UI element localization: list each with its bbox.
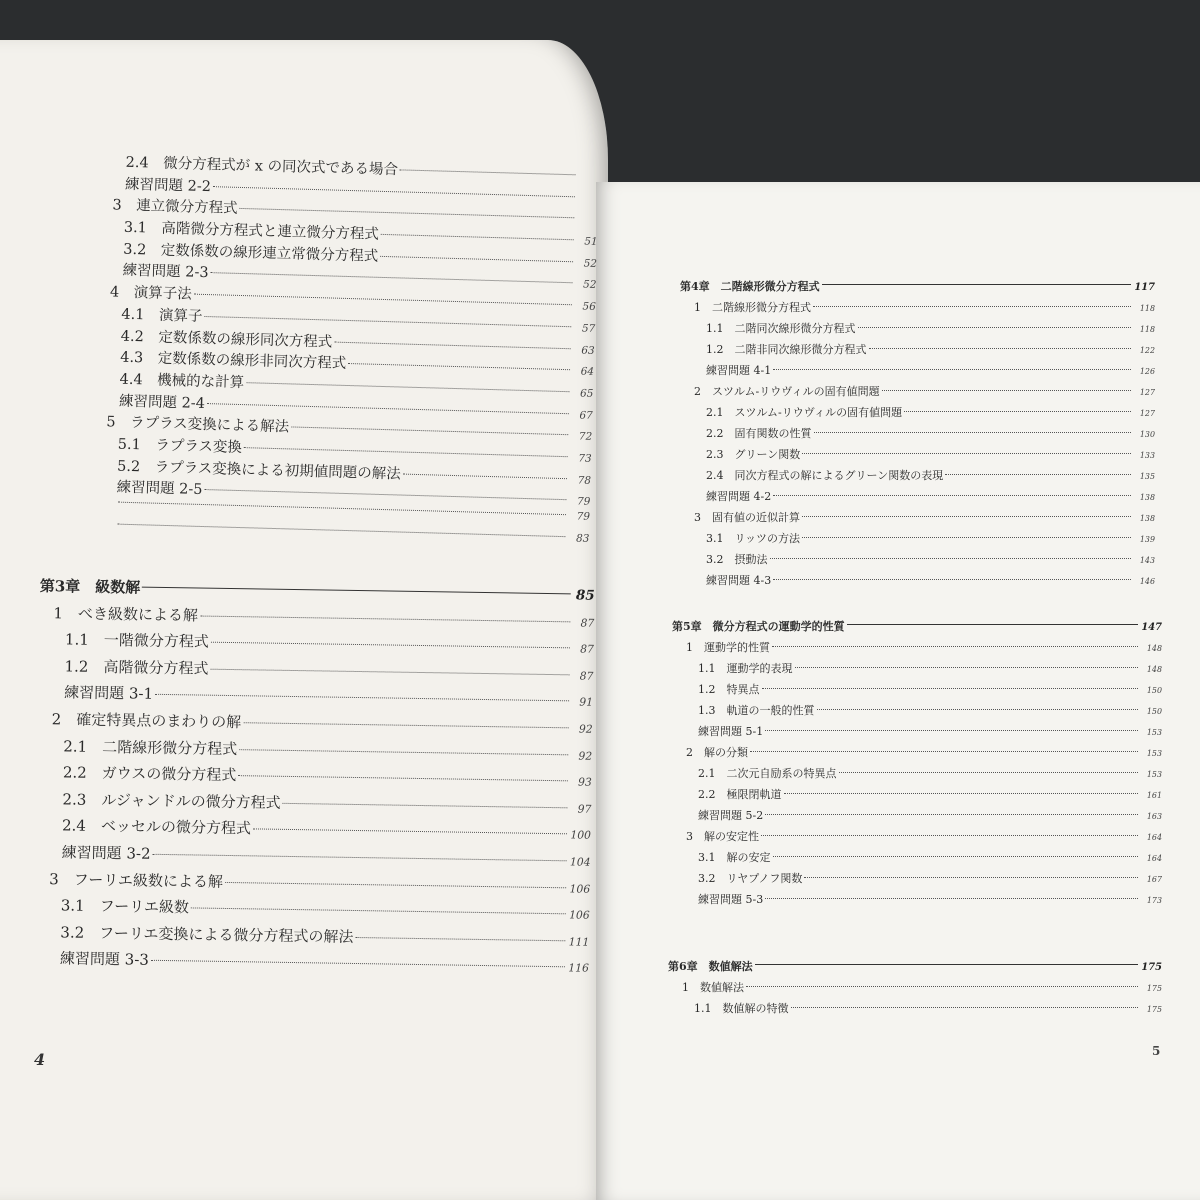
toc-entry-page: 78 — [577, 474, 592, 487]
toc-subsection-entry — [680, 425, 1155, 446]
right-toc-chapter4 — [680, 278, 1155, 593]
toc-subsection-entry — [672, 660, 1162, 681]
toc-subsection-entry — [672, 870, 1162, 891]
toc-entry-page: 138 — [1139, 514, 1155, 523]
toc-entry-label: 第3章 級数解 — [39, 576, 141, 597]
toc-leader-dots — [211, 642, 570, 649]
toc-entry-label: 2.1 スツルム-リウヴィルの固有値問題 — [706, 406, 903, 419]
toc-leader-dots — [773, 369, 1131, 370]
toc-entry-page: 146 — [1139, 577, 1155, 586]
toc-entry-label: 2 確定特異点のまわりの解 — [51, 710, 242, 732]
toc-entry-page: 52 — [583, 257, 598, 270]
toc-leader-dots — [207, 403, 569, 414]
toc-subsection-entry — [680, 530, 1155, 551]
toc-subsection-entry — [668, 1000, 1162, 1021]
toc-leader-dots — [795, 667, 1139, 668]
toc-entry-page: 52 — [582, 278, 597, 292]
toc-subsection-entry — [680, 467, 1155, 488]
toc-leader-dots — [151, 960, 565, 968]
toc-entry-label: 練習問題 2-3 — [122, 263, 209, 282]
toc-entry-label: 1.1 二階同次線形微分方程式 — [706, 322, 856, 335]
toc-entry-page: 87 — [580, 642, 595, 656]
toc-subsection-entry — [680, 572, 1155, 593]
toc-entry-label: 5 ラプラス変換による解法 — [106, 414, 290, 436]
toc-entry-page: 97 — [577, 802, 592, 816]
toc-entry-page: 67 — [579, 409, 593, 422]
toc-leader-dots — [334, 341, 570, 349]
toc-leader-dots — [403, 473, 567, 479]
toc-leader-dots — [817, 709, 1139, 710]
toc-entry-page: 79 — [576, 510, 591, 523]
toc-leader-dots — [750, 751, 1138, 752]
toc-entry-label: 3.1 高階微分方程式と連立微分方程式 — [123, 219, 380, 243]
toc-leader-dots — [153, 854, 567, 862]
toc-entry-label: 3.1 フーリエ級数 — [60, 896, 190, 917]
toc-entry-page: 148 — [1146, 665, 1162, 674]
toc-entry-page: 153 — [1146, 770, 1162, 779]
toc-leader-dots — [869, 348, 1132, 349]
toc-entry-page: 175 — [1141, 962, 1162, 973]
toc-entry-page: 143 — [1139, 556, 1155, 565]
toc-entry-label: 3 連立微分方程式 — [112, 197, 238, 218]
toc-entry-page: 118 — [1139, 325, 1155, 334]
toc-entry-label: 4.2 定数係数の線形同次方程式 — [120, 328, 333, 351]
toc-subsection-entry — [680, 488, 1155, 509]
toc-entry-label: 5.1 ラプラス変換 — [117, 436, 243, 457]
toc-entry-label: 2.4 微分方程式が x の同次式である場合 — [125, 154, 399, 179]
toc-leader-dots — [813, 306, 1131, 307]
toc-entry-page: 92 — [578, 722, 593, 736]
toc-leader-dots — [773, 856, 1139, 857]
toc-entry-label: 第5章 微分方程式の運動学的性質 — [672, 620, 845, 633]
toc-entry-page — [577, 201, 599, 202]
toc-entry-page: 79 — [576, 495, 591, 509]
toc-entry-label: 練習問題 3-1 — [64, 683, 154, 704]
toc-leader-dots — [246, 382, 569, 392]
toc-entry-label: 4.1 演算子 — [121, 306, 203, 325]
toc-leader-dots — [205, 489, 567, 500]
toc-entry-label: 練習問題 4-1 — [706, 364, 772, 377]
toc-entry-page: 104 — [569, 855, 591, 869]
toc-entry-label: 4.3 定数係数の線形非同次方程式 — [119, 349, 347, 373]
toc-entry-page: 127 — [1139, 388, 1155, 397]
toc-leader-dots — [355, 937, 565, 941]
toc-leader-dots — [211, 273, 573, 284]
toc-entry-page: 117 — [1134, 282, 1155, 293]
toc-section-entry — [680, 299, 1155, 320]
toc-entry-page: 130 — [1139, 430, 1155, 439]
toc-entry-label: 1.1 数値解の特徴 — [694, 1002, 789, 1015]
toc-entry-label: 2.1 二次元自励系の特異点 — [698, 767, 837, 780]
toc-leader-dots — [765, 730, 1138, 731]
toc-section-entry — [672, 639, 1162, 660]
toc-entry-page: 127 — [1139, 409, 1155, 418]
toc-entry-page: 92 — [578, 749, 593, 763]
toc-entry-label: 練習問題 4-3 — [706, 574, 772, 587]
toc-entry-page: 148 — [1146, 644, 1162, 653]
toc-section-entry — [680, 509, 1155, 530]
toc-leader-dots — [858, 327, 1132, 328]
toc-entry-page: 56 — [582, 300, 596, 314]
toc-entry-label: 1 数値解法 — [682, 981, 744, 994]
toc-entry-label: 1.2 特異点 — [698, 683, 760, 696]
toc-entry-page: 64 — [580, 365, 595, 379]
toc-leader-dots — [822, 284, 1131, 285]
toc-leader-dots — [773, 579, 1131, 580]
toc-leader-dots — [802, 537, 1131, 538]
toc-section-entry — [672, 744, 1162, 765]
toc-entry-label: 1 二階線形微分方程式 — [694, 301, 811, 314]
toc-entry-label: 3 解の安定性 — [686, 830, 759, 843]
toc-leader-dots — [380, 256, 573, 262]
right-toc-chapter6 — [668, 958, 1162, 1021]
toc-entry-label: 1 運動学的性質 — [686, 641, 770, 654]
toc-entry-page: 87 — [580, 616, 595, 630]
toc-entry-label: 練習問題 2-4 — [118, 393, 206, 412]
toc-entry-label: 1 べき級数による解 — [53, 603, 199, 625]
toc-entry-label: 練習問題 5-2 — [698, 809, 764, 822]
toc-leader-dots — [839, 772, 1139, 773]
toc-leader-dots — [882, 390, 1131, 391]
toc-leader-dots — [804, 877, 1138, 878]
toc-entry-page: 83 — [575, 532, 590, 545]
toc-subsection-entry — [680, 551, 1155, 572]
toc-leader-dots — [814, 432, 1132, 433]
toc-leader-dots — [802, 516, 1131, 517]
toc-entry-page — [577, 179, 599, 180]
toc-leader-dots — [200, 615, 570, 622]
toc-leader-dots — [244, 447, 568, 457]
toc-leader-dots — [291, 427, 568, 436]
toc-entry-label: 練習問題 4-2 — [706, 490, 772, 503]
left-toc-chapter3 — [34, 575, 595, 983]
toc-entry-page: 163 — [1146, 812, 1162, 821]
toc-leader-dots — [191, 908, 566, 915]
toc-entry-label: 4.4 機械的な計算 — [119, 371, 245, 391]
toc-entry-page: 173 — [1146, 896, 1162, 905]
toc-subsection-entry — [672, 723, 1162, 744]
toc-entry-label: 3.1 リッツの方法 — [706, 532, 801, 545]
toc-entry-page: 118 — [1139, 304, 1155, 313]
toc-entry-page: 175 — [1146, 984, 1162, 993]
toc-leader-dots — [240, 208, 575, 218]
toc-subsection-entry — [672, 807, 1162, 828]
toc-subsection-entry — [672, 786, 1162, 807]
toc-chapter-entry — [672, 618, 1162, 639]
toc-leader-dots — [155, 694, 569, 702]
left-toc-upper — [89, 150, 600, 554]
toc-subsection-entry — [680, 362, 1155, 383]
toc-leader-dots — [784, 793, 1139, 794]
toc-entry-page: 150 — [1146, 707, 1162, 716]
toc-leader-dots — [762, 688, 1139, 689]
toc-leader-dots — [765, 814, 1138, 815]
right-toc-chapter5 — [672, 618, 1162, 912]
toc-entry-label: 2 スツルム-リウヴィルの固有値問題 — [694, 385, 880, 398]
toc-entry-label: 2.3 ルジャンドルの微分方程式 — [62, 790, 281, 812]
toc-entry-page: 122 — [1139, 346, 1155, 355]
toc-leader-dots — [239, 749, 568, 755]
toc-leader-dots — [761, 835, 1138, 836]
toc-leader-dots — [253, 829, 567, 835]
toc-entry-label: 2.4 ベッセルの微分方程式 — [61, 816, 252, 838]
toc-entry-page: 175 — [1146, 1005, 1162, 1014]
toc-entry-page: 164 — [1146, 833, 1162, 842]
toc-entry-label: 3.2 リヤプノフ関数 — [698, 872, 803, 885]
toc-entry-page: 100 — [570, 828, 592, 843]
toc-leader-dots — [210, 668, 569, 675]
toc-entry-label: 3 固有値の近似計算 — [694, 511, 800, 524]
toc-leader-dots — [194, 294, 572, 306]
toc-leader-dots — [213, 186, 575, 197]
toc-leader-dots — [772, 646, 1138, 647]
toc-entry-page: 111 — [568, 935, 590, 949]
toc-leader-dots — [945, 474, 1131, 475]
toc-entry-page: 133 — [1139, 451, 1155, 460]
toc-entry-label: 練習問題 2-5 — [116, 479, 203, 499]
toc-entry-page: 72 — [578, 430, 593, 444]
toc-leader-dots — [348, 363, 570, 370]
toc-subsection-entry — [672, 765, 1162, 786]
toc-subsection-entry — [680, 341, 1155, 362]
toc-entry-label: 第4章 二階線形微分方程式 — [680, 280, 820, 293]
toc-entry-page: 153 — [1146, 749, 1162, 758]
toc-subsection-entry — [672, 849, 1162, 870]
toc-entry-label: 3.2 摂動法 — [706, 553, 768, 566]
toc-entry-label: 3.1 解の安定 — [698, 851, 771, 864]
toc-entry-page: 153 — [1146, 728, 1162, 737]
toc-entry-label: 3.2 フーリエ変換による微分方程式の解法 — [60, 923, 354, 946]
toc-entry-page: 51 — [584, 235, 598, 248]
toc-entry-page: 85 — [575, 587, 595, 604]
page-number-right: 5 — [1152, 1044, 1161, 1058]
toc-entry-page: 138 — [1139, 493, 1155, 502]
toc-entry-page: 161 — [1146, 791, 1162, 800]
toc-entry-label: 2.2 極限閉軌道 — [698, 788, 782, 801]
toc-subsection-entry — [672, 681, 1162, 702]
toc-entry-label: 3.2 定数係数の線形連立常微分方程式 — [123, 241, 379, 265]
toc-entry-label: 2.3 グリーン関数 — [706, 448, 801, 461]
toc-subsection-entry — [680, 404, 1155, 425]
toc-leader-dots — [770, 558, 1132, 559]
toc-entry-page: 93 — [577, 775, 592, 789]
toc-entry-page: 167 — [1146, 875, 1162, 884]
page-number-left: 4 — [34, 1050, 46, 1069]
toc-entry-label: 5.2 ラプラス変換による初期値問題の解法 — [116, 458, 401, 483]
toc-entry-page: 91 — [579, 695, 594, 710]
toc-entry-page: 139 — [1139, 535, 1155, 544]
toc-entry-page: 57 — [581, 322, 596, 335]
toc-leader-dots — [802, 453, 1131, 454]
toc-entry-label: 1.1 一階微分方程式 — [64, 630, 209, 651]
toc-entry-label: 4 演算子法 — [109, 284, 192, 303]
toc-entry-page: 87 — [579, 669, 594, 683]
toc-entry-page: 135 — [1139, 472, 1155, 481]
toc-leader-dots — [243, 722, 568, 728]
toc-leader-dots — [755, 964, 1138, 965]
toc-entry-label: 練習問題 5-3 — [698, 893, 764, 906]
toc-entry-label: 2.4 同次方程式の解によるグリーン関数の表現 — [706, 469, 944, 482]
toc-leader-dots — [746, 986, 1138, 987]
toc-entry-page: 63 — [581, 344, 595, 357]
toc-entry-label: 1.2 高階微分方程式 — [64, 657, 209, 678]
toc-subsection-entry — [680, 446, 1155, 467]
toc-entry-label: 第6章 数値解法 — [668, 960, 753, 973]
toc-subsection-entry — [680, 320, 1155, 341]
toc-section-entry — [672, 828, 1162, 849]
toc-leader-dots — [283, 803, 568, 808]
toc-entry-label: 練習問題 3-3 — [59, 949, 150, 970]
toc-entry-label: 1.1 運動学的表現 — [698, 662, 793, 675]
toc-leader-dots — [765, 898, 1138, 899]
toc-entry-label: 練習問題 3-2 — [61, 843, 151, 863]
toc-leader-dots — [381, 234, 574, 240]
toc-chapter-entry — [668, 958, 1162, 979]
toc-leader-dots — [904, 411, 1131, 412]
toc-section-entry — [680, 383, 1155, 404]
toc-section-entry — [668, 979, 1162, 1000]
toc-entry-page: 65 — [579, 387, 594, 400]
toc-entry-label: 1.3 軌道の一般的性質 — [698, 704, 815, 717]
toc-entry-label: 2 解の分類 — [686, 746, 748, 759]
toc-subsection-entry — [672, 891, 1162, 912]
toc-entry-page: 150 — [1146, 686, 1162, 695]
toc-leader-dots — [142, 587, 571, 595]
toc-leader-dots — [791, 1007, 1139, 1008]
toc-entry-label: 2.1 二階線形微分方程式 — [63, 736, 238, 758]
toc-entry-label: 2.2 固有関数の性質 — [706, 427, 812, 440]
toc-leader-dots — [847, 624, 1138, 625]
toc-entry-page — [576, 223, 598, 224]
toc-entry-page: 106 — [569, 881, 591, 896]
toc-entry-page: 164 — [1146, 854, 1162, 863]
toc-leader-dots — [204, 316, 571, 327]
toc-leader-dots — [238, 775, 568, 781]
toc-leader-dots — [225, 881, 566, 887]
toc-entry-page: 147 — [1141, 622, 1162, 633]
toc-subsection-entry — [672, 702, 1162, 723]
toc-entry-page: 126 — [1139, 367, 1155, 376]
toc-entry-label: 練習問題 5-1 — [698, 725, 764, 738]
toc-entry-label: 練習問題 2-2 — [124, 176, 212, 195]
toc-leader-dots — [773, 495, 1131, 496]
toc-entry-page: 106 — [569, 908, 590, 922]
toc-entry-page: 73 — [578, 452, 592, 465]
toc-leader-dots — [400, 169, 575, 175]
toc-entry-label: 3 フーリエ級数による解 — [49, 869, 224, 891]
toc-entry-page: 116 — [568, 961, 589, 975]
toc-chapter-entry — [680, 278, 1155, 299]
toc-entry-label: 1.2 二階非同次線形微分方程式 — [706, 343, 867, 356]
toc-entry-label: 2.2 ガウスの微分方程式 — [62, 763, 237, 785]
